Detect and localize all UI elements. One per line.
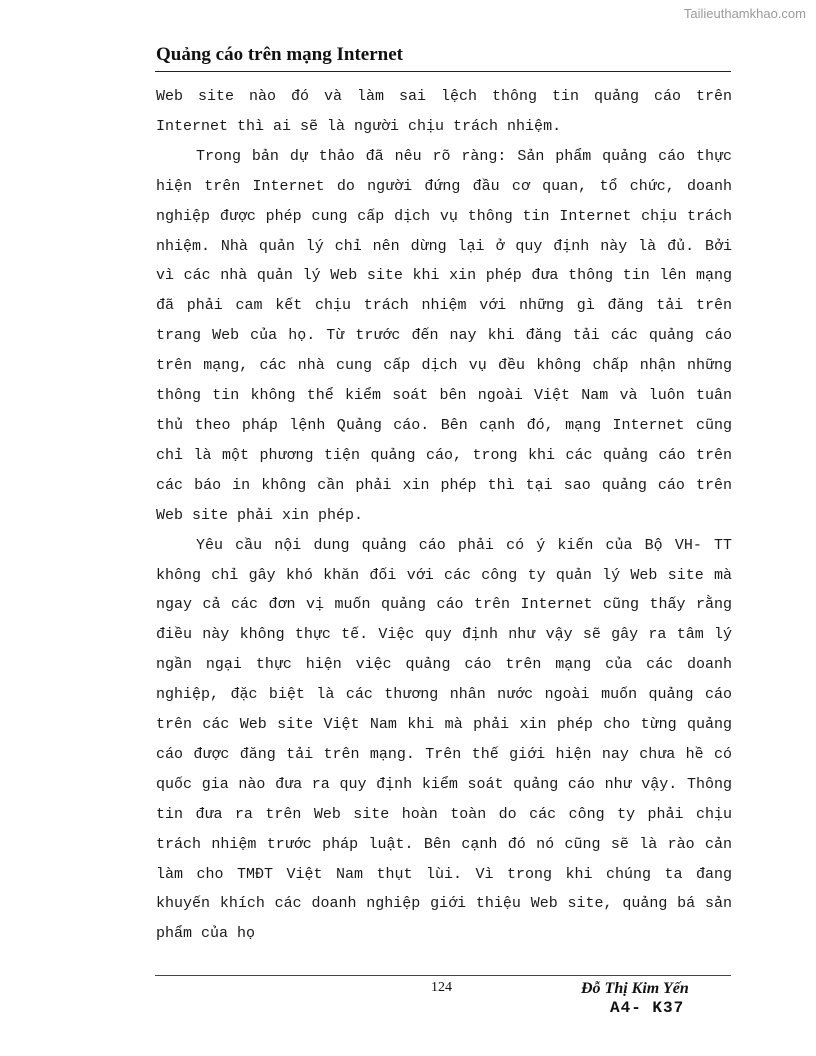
- watermark-text: Tailieuthamkhao.com: [683, 6, 806, 21]
- paragraph: Yêu cầu nội dung quảng cáo phải có ý kiến của Bộ VH- TT không chỉ gây khó khăn đối với các công ty quản lý Web site mà ngay cả các đơn vị muốn quảng cáo trên Internet cũng thấy rằng điều này không thực tế. Việc quy định như vậy sẽ gây ra tâm lý ngần ngại thực hiện việc quảng cáo trên mạng của các doanh nghiệp, đặc biệt là các thương nhân nước ngoài muốn quảng cáo trên các Web site Việt Nam khi mà phải xin phép cho từng quảng cáo được đăng tải trên mạng. Trên thế giới hiện nay chưa hề có quốc gia nào đưa ra quy định kiểm soát quảng cáo như vậy. Thông tin đưa ra trên Web site hoàn toàn do các công ty phải chịu trách nhiệm trước pháp luật. Bên cạnh đó nó cũng sẽ là rào cản làm cho TMĐT Việt Nam thụt lùi. Vì trong khi chúng ta đang khuyến khích các doanh nghiệp giới thiệu Web site, quảng bá sản phẩm của họ: [156, 536, 732, 943]
- document-body: [156, 82, 732, 949]
- footer-divider: [155, 975, 731, 976]
- page-number: 124: [431, 980, 452, 995]
- running-header-title: Quảng cáo trên mạng Internet: [156, 44, 403, 65]
- paragraph: Trong bản dự thảo đã nêu rõ ràng: Sản phẩm quảng cáo thực hiện trên Internet do người đứng đầu cơ quan, tổ chức, doanh nghiệp được phép cung cấp dịch vụ thông tin Internet chịu trách nhiệm. Nhà quản lý chỉ nên dừng lại ở quy định này là đủ. Bởi vì các nhà quản lý Web site khi xin phép đưa thông tin lên mạng đã phải cam kết chịu trách nhiệm với những gì đăng tải trên trang Web của họ. Từ trước đến nay khi đăng tải các quảng cáo trên mạng, các nhà cung cấp dịch vụ đều không chấp nhận những thông tin không thể kiểm soát bên ngoài Việt Nam và luôn tuân thủ theo pháp lệnh Quảng cáo. Bên cạnh đó, mạng Internet cũng chỉ là một phương tiện quảng cáo, trong khi các quảng cáo trên các báo in không cần phải xin phép thì tại sao quảng cáo trên Web site phải xin phép.: [156, 147, 732, 524]
- author-name: Đỗ Thị Kim Yến: [581, 980, 689, 997]
- author-class: A4- K37: [610, 999, 685, 1017]
- header-divider: [155, 71, 731, 72]
- paragraph-continuation: Web site nào đó và làm sai lệch thông tin quảng cáo trên Internet thì ai sẽ là người chịu trách nhiệm.: [156, 88, 732, 135]
